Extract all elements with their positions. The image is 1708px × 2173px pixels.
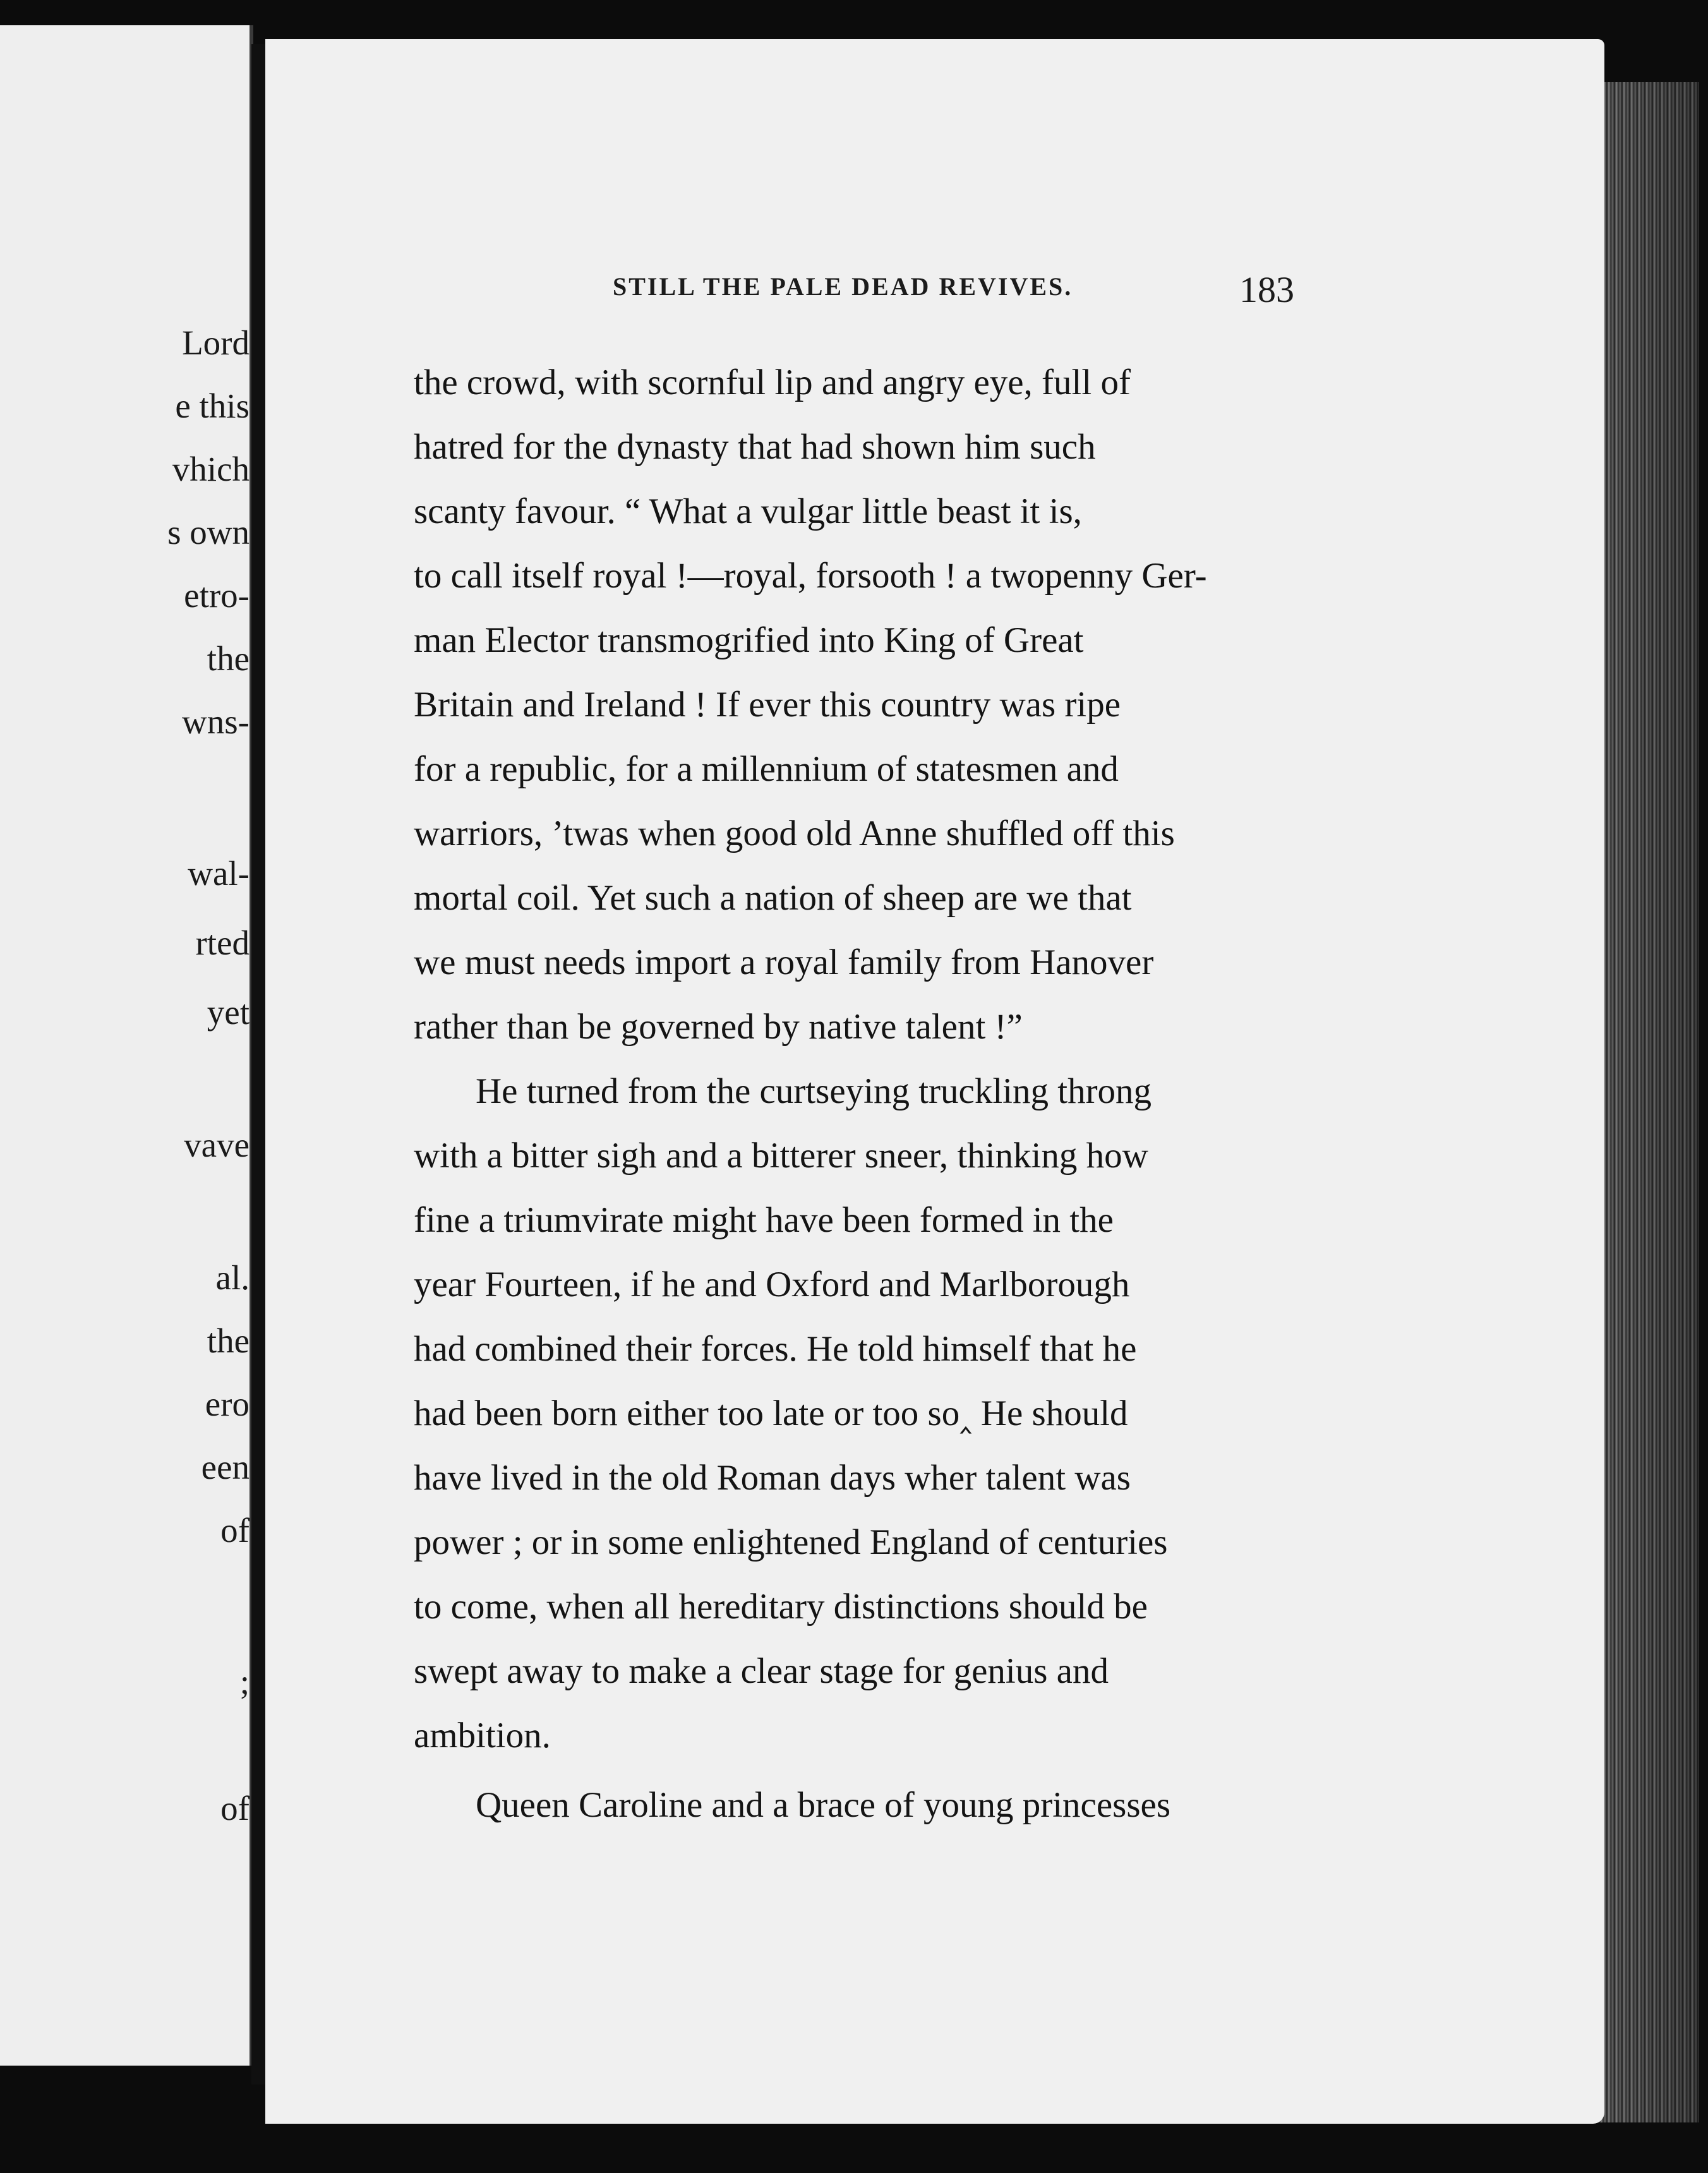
text-line: mortal coil. Yet such a nation of sheep are we that [414,878,1132,918]
text-line: hatred for the dynasty that had shown him such [414,427,1096,467]
text-line: had been born either too late or too so‸ He should [414,1393,1128,1433]
left-page-fragment: the [207,1321,250,1360]
text-line: the crowd, with scornful lip and angry eye, full of [414,363,1131,402]
left-page-fragment: of [220,1511,250,1550]
paragraph-first-line: He turned from the curtseying truckling throng [476,1071,1152,1111]
text-line: for a republic, for a millennium of statesmen and [414,749,1119,789]
text-line: Britain and Ireland ! If ever this country was ripe [414,685,1121,725]
text-line: had combined their forces. He told himself that he [414,1329,1137,1369]
text-line: have lived in the old Roman days wher talent was [414,1458,1131,1498]
left-page-fragment: Lord [182,323,250,362]
left-page-fragment: wal- [188,854,250,893]
text-line: man Elector transmogrified into King of Great [414,620,1084,660]
text-line: to call itself royal !—royal, forsooth ! a twopenny Ger- [414,556,1207,596]
text-line: ambition. [414,1716,551,1755]
left-page-fragment: etro- [184,576,250,615]
page-number: 183 [1239,269,1294,310]
paragraph-first-line: Queen Caroline and a brace of young princesses [476,1785,1171,1825]
body-text [414,351,1298,1838]
left-page-fragment: een [201,1448,250,1486]
left-page-fragment: yet [207,993,250,1032]
text-line: power ; or in some enlightened England of centuries [414,1522,1168,1562]
left-page-fragment: s own [167,513,250,551]
text-line: swept away to make a clear stage for genius and [414,1651,1109,1691]
left-page-fragment: e this [175,387,250,425]
left-page [0,25,253,2066]
text-line: we must needs import a royal family from Hanover [414,942,1154,982]
left-page-fragment: al. [215,1258,250,1297]
left-page-fragment: wns- [182,702,250,741]
left-page-fragment: of [220,1789,250,1827]
text-line: to come, when all hereditary distinctions should be [414,1587,1148,1627]
text-line: scanty favour. “ What a vulgar little beast it is, [414,491,1082,531]
left-page-fragment: vave [184,1126,250,1164]
running-head: STILL THE PALE DEAD REVIVES. [613,272,1073,301]
left-page-fragment: the [207,639,250,678]
text-line: warriors, ’twas when good old Anne shuffled off this [414,814,1175,853]
left-page-fragment: ; [239,1663,250,1701]
book-gutter [251,44,265,2085]
text-line: with a bitter sigh and a bitterer sneer, thinking how [414,1136,1148,1176]
left-page-fragment: rted [195,924,250,962]
text-line: rather than be governed by native talent !” [414,1007,1023,1047]
left-page-fragment: vhich [172,450,250,488]
text-line: year Fourteen, if he and Oxford and Marlborough [414,1265,1130,1304]
left-page-fragment: ero [205,1385,250,1423]
text-line: fine a triumvirate might have been formed in the [414,1200,1114,1240]
